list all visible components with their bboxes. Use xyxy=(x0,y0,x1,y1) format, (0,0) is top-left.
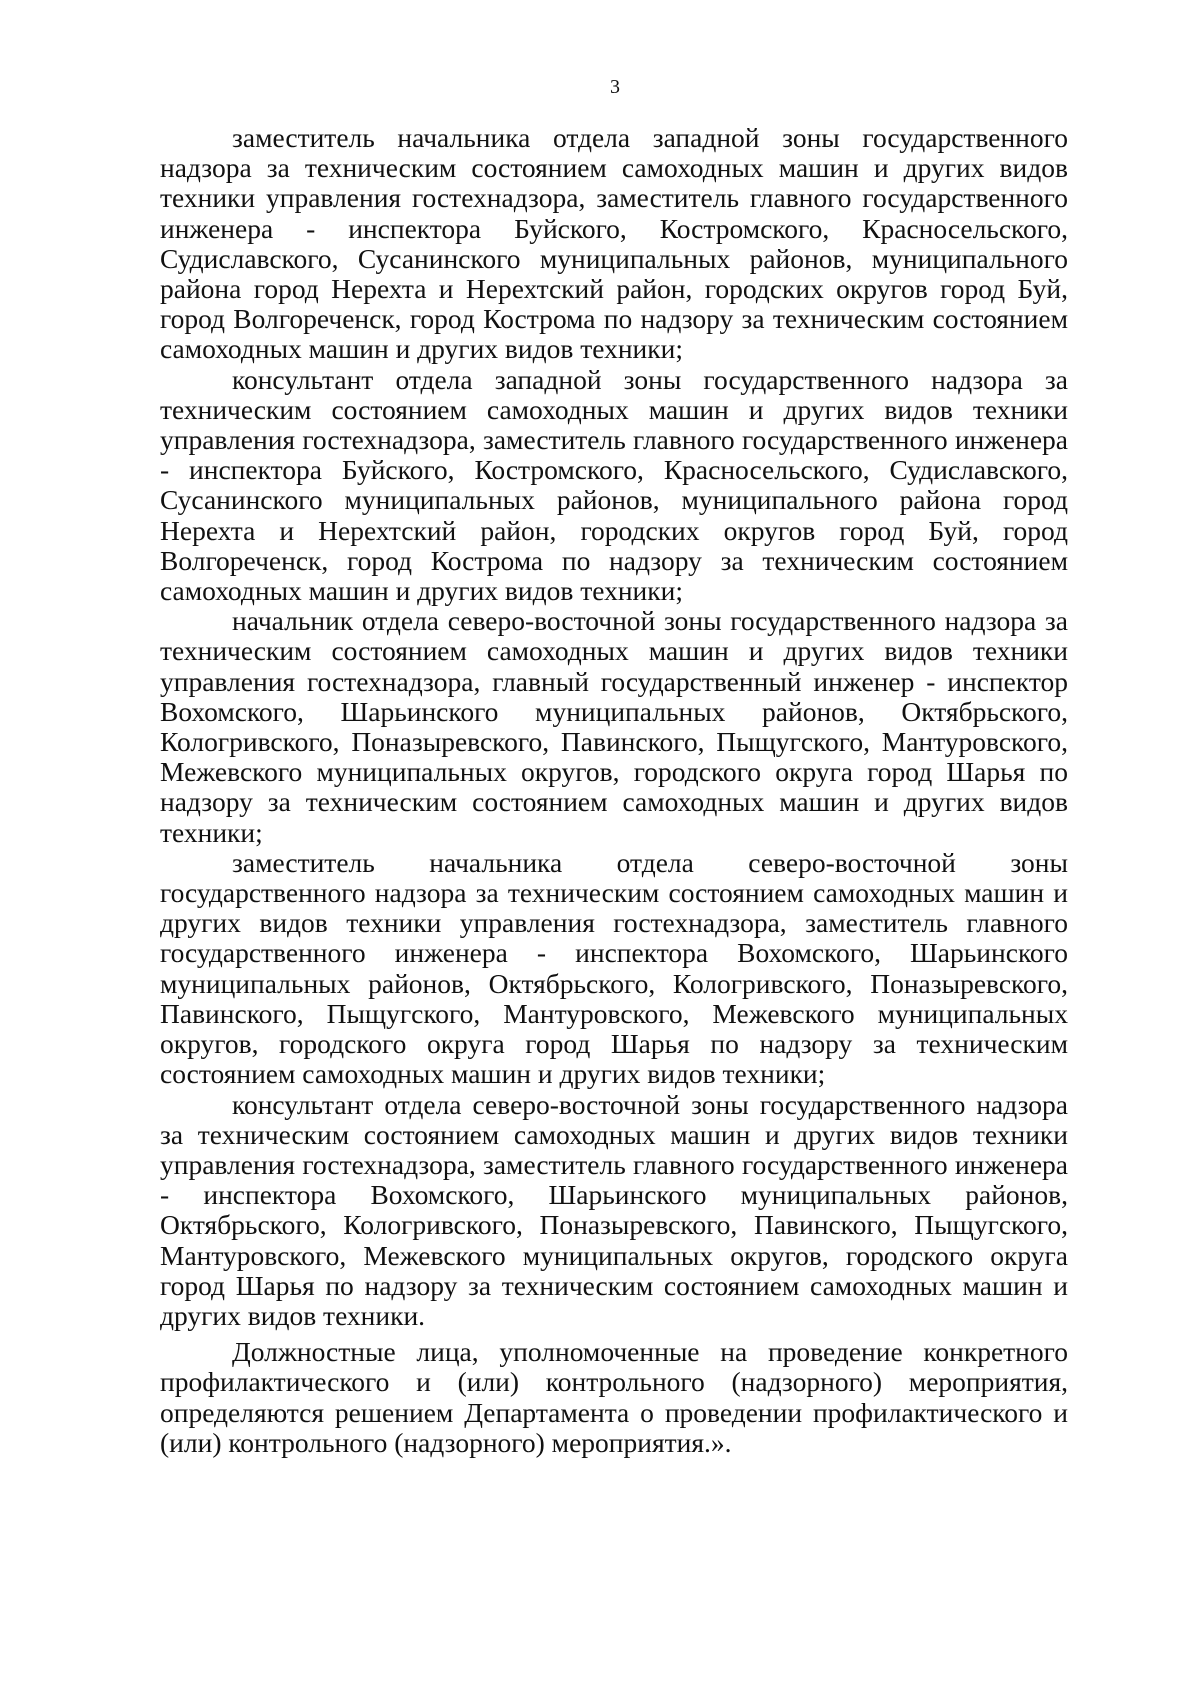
paragraph-authorized-officials: Должностные лица, уполномоченные на проведение конкретного профилактического и (или) контрольного (надзорного) мероприятия, определяются решением Департамента о проведении профилактического и (или) контрольного (надзорного) мероприятия.». xyxy=(160,1336,1068,1458)
paragraph-northeast-head: начальник отдела северо-восточной зоны государственного надзора за техническим состоянием самоходных машин и других видов техники управления гостехнадзора, главный государственный инженер - инспектор Вохомского, Шарьинского муниципальных районов, Октябрьского, Кологривского, Поназыревского, Павинского, Пыщугского, Мантуровского, Межевского муниципальных округов, городского округа город Шарья по надзору за техническим состоянием самоходных машин и других видов техники; xyxy=(160,605,1068,848)
paragraph-west-deputy-head: заместитель начальника отдела западной зоны государственного надзора за техническим состоянием самоходных машин и других видов техники управления гостехнадзора, заместитель главного государственного инженера - инспектора Буйского, Костромского, Красносельского, Судиславского, Сусанинского муниципальных районов, муниципального района город Нерехта и Нерехтский район, городских округов город Буй, город Волгореченск, город Кострома по надзору за техническим состоянием самоходных машин и других видов техники; xyxy=(160,122,1068,365)
document-body xyxy=(160,123,1068,1458)
paragraph-northeast-deputy-head: заместитель начальника отдела северо-восточной зоны государственного надзора за техническим состоянием самоходных машин и других видов техники управления гостехнадзора, заместитель главного государственного инженера - инспектора Вохомского, Шарьинского муниципальных районов, Октябрьского, Кологривского, Поназыревского, Павинского, Пыщугского, Мантуровского, Межевского муниципальных округов, городского округа город Шарья по надзору за техническим состоянием самоходных машин и других видов техники; xyxy=(160,846,1068,1090)
page-number: 3 xyxy=(610,76,620,98)
paragraph-northeast-consultant: консультант отдела северо-восточной зоны государственного надзора за техническим состоянием самоходных машин и других видов техники управления гостехнадзора, заместитель главного государственного инженера - инспектора Вохомского, Шарьинского муниципальных районов, Октябрьского, Кологривского, Поназыревского, Павинского, Пыщугского, Мантуровского, Межевского муниципальных округов, городского округа город Шарья по надзору за техническим состоянием самоходных машин и других видов техники. xyxy=(160,1088,1068,1331)
paragraph-west-consultant: консультант отдела западной зоны государственного надзора за техническим состоянием самоходных машин и других видов техники управления гостехнадзора, заместитель главного государственного инженера - инспектора Буйского, Костромского, Красносельского, Судиславского, Сусанинского муниципальных районов, муниципального района город Нерехта и Нерехтский район, городских округов город Буй, город Волгореченск, город Кострома по надзору за техническим состоянием самоходных машин и других видов техники; xyxy=(160,363,1068,607)
